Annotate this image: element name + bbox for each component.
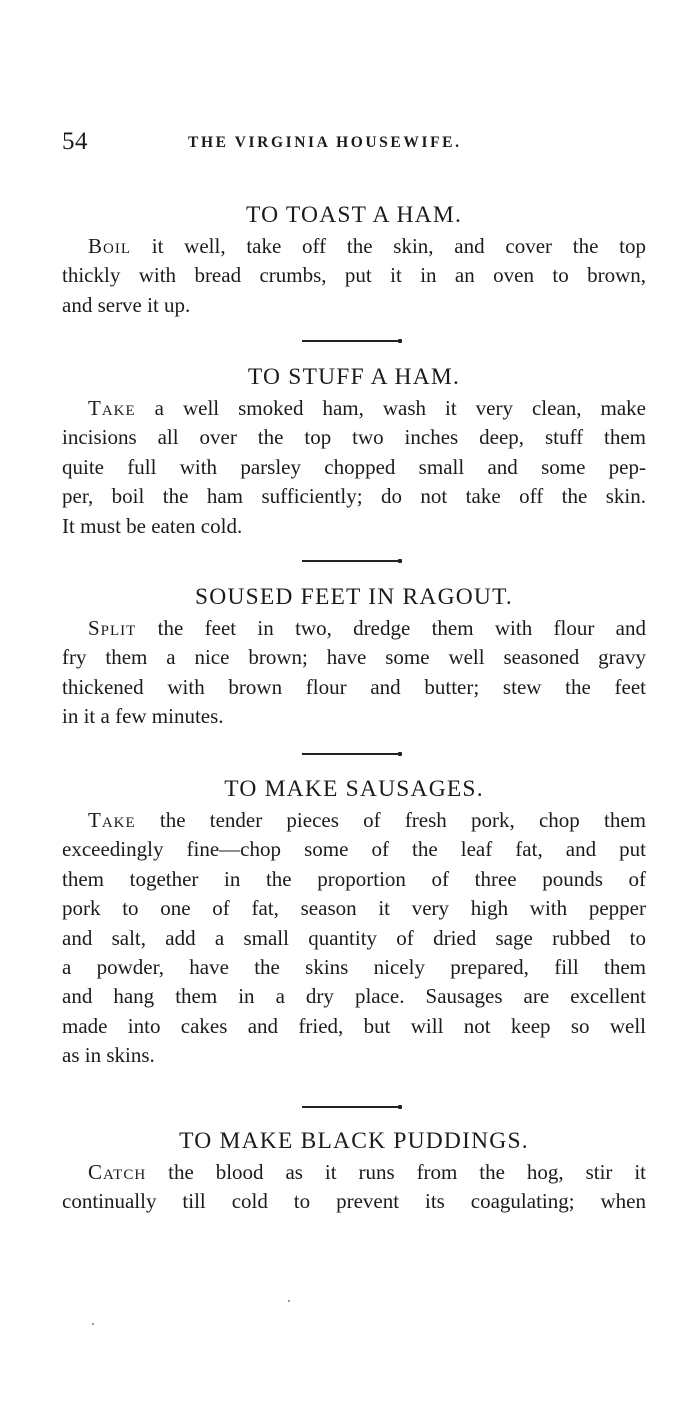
recipe-sausages bbox=[62, 772, 646, 1071]
lead-word: Take bbox=[88, 808, 136, 832]
recipe-soused-feet bbox=[62, 580, 646, 732]
recipe-toast-ham bbox=[62, 198, 646, 320]
body-line: thickened with brown flour and butter; stew the feet bbox=[62, 674, 646, 699]
body-line: per, boil the ham sufficiently; do not take off the skin. bbox=[62, 484, 646, 509]
body-line: in it a few minutes. bbox=[62, 704, 224, 729]
body-line: Take a well smoked ham, wash it very clean, make bbox=[88, 396, 646, 420]
body-line: Take the tender pieces of fresh pork, chop them bbox=[88, 808, 646, 832]
running-head bbox=[62, 128, 647, 162]
recipe-title: TO STUFF A HAM. bbox=[247, 364, 461, 390]
lead-word: Split bbox=[88, 616, 137, 640]
recipe-body bbox=[62, 1158, 646, 1217]
body-line: thickly with bread crumbs, put it in an oven to brown, bbox=[62, 263, 646, 288]
paper-speck bbox=[288, 1300, 290, 1302]
section-divider bbox=[302, 1106, 400, 1108]
body-line: quite full with parsley chopped small and some pep- bbox=[62, 454, 646, 479]
body-line: pork to one of fat, season it very high with pepper bbox=[62, 896, 646, 921]
body-line: incisions all over the top two inches deep, stuff them bbox=[62, 425, 646, 450]
body-line: exceedingly fine—chop some of the leaf fat, and put bbox=[62, 837, 646, 862]
body-line: Split the feet in two, dredge them with flour and bbox=[88, 616, 646, 640]
body-line: fry them a nice brown; have some well seasoned gravy bbox=[62, 645, 646, 670]
body-line: them together in the proportion of three pounds of bbox=[62, 866, 646, 891]
body-line: made into cakes and fried, but will not keep so well bbox=[62, 1013, 646, 1038]
body-line: as in skins. bbox=[62, 1043, 155, 1068]
recipe-body bbox=[62, 806, 646, 1071]
body-line: Boil it well, take off the skin, and cover the top bbox=[88, 234, 646, 258]
body-line: a powder, have the skins nicely prepared, fill them bbox=[62, 954, 646, 979]
lead-word: Boil bbox=[88, 234, 131, 258]
section-divider bbox=[302, 560, 400, 562]
recipe-body bbox=[62, 394, 646, 541]
recipe-title: SOUSED FEET IN RAGOUT. bbox=[195, 584, 513, 610]
body-line: continually till cold to prevent its coagulating; when bbox=[62, 1189, 646, 1214]
lead-word: Catch bbox=[88, 1160, 147, 1184]
body-line: It must be eaten cold. bbox=[62, 513, 243, 538]
recipe-black-puddings bbox=[62, 1124, 646, 1217]
body-line: and hang them in a dry place. Sausages are excellent bbox=[62, 984, 646, 1009]
recipe-body bbox=[62, 614, 646, 732]
recipe-body bbox=[62, 232, 646, 320]
body-line: Catch the blood as it runs from the hog, stir it bbox=[88, 1160, 646, 1184]
page-number: 54 bbox=[62, 128, 88, 155]
section-divider bbox=[302, 753, 400, 755]
paper-speck bbox=[92, 1323, 94, 1325]
body-line: and salt, add a small quantity of dried sage rubbed to bbox=[62, 925, 646, 950]
recipe-title: TO TOAST A HAM. bbox=[245, 202, 463, 228]
recipe-stuff-ham bbox=[62, 360, 646, 541]
book-title: THE VIRGINIA HOUSEWIFE. bbox=[188, 134, 462, 151]
lead-word: Take bbox=[88, 396, 136, 420]
body-line: and serve it up. bbox=[62, 292, 191, 317]
recipe-title: TO MAKE SAUSAGES. bbox=[224, 776, 484, 802]
recipe-title: TO MAKE BLACK PUDDINGS. bbox=[179, 1128, 529, 1154]
section-divider bbox=[302, 340, 400, 342]
